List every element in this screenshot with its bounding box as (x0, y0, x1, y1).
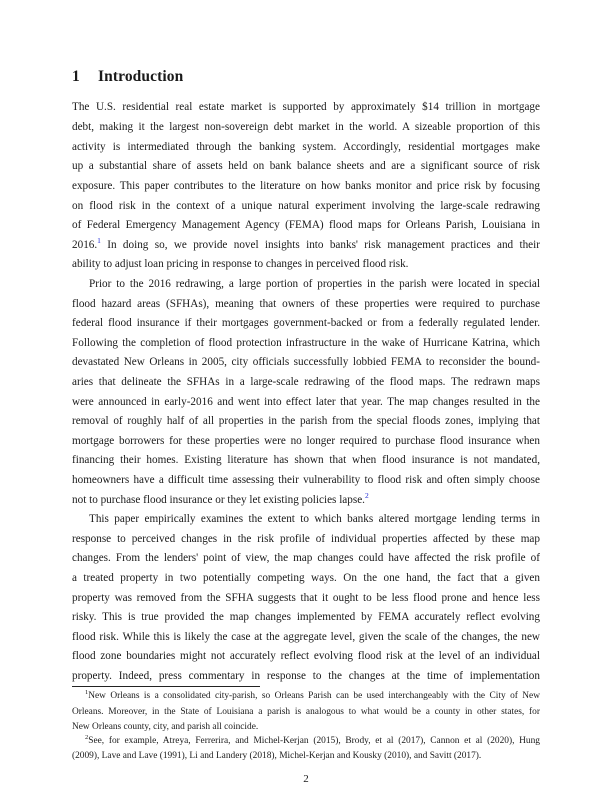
footnote-line: New Orleans county, city, and parish all coincide. (72, 722, 259, 732)
body-line: homeowners have a difficult time assessing their vulnerability to flood risk and often simply choose (72, 474, 540, 486)
footnote-line: (2009), Lave and Lave (1991), Li and Landery (2018), Michel-Kerjan and Kousky (2010), and Savitt (2017). (72, 751, 482, 761)
body-line: aries that delineate the SFHAs in a large-scale redrawing of the flood maps. The redrawn maps (72, 376, 540, 388)
body-line: up a substantial share of assets held on bank balance sheets and are a significant source of risk (72, 160, 540, 172)
body-line: debt, making it the largest non-sovereign debt market in the world. A sizeable proportion of this (72, 121, 540, 133)
footnote-ref-1[interactable]: 1 (97, 236, 101, 245)
body-text: 2016. (72, 239, 98, 251)
footnote-mark: 1 (85, 689, 89, 696)
body-line: flood hazard areas (SFHAs), meaning that owners of these properties were required to purchase (72, 298, 540, 310)
body-line: The U.S. residential real estate market is supported by approximately $14 trillion in mortgage (72, 101, 540, 113)
body-line: flood risk. While this is likely the case at the aggregate level, given the scale of the changes, the new (72, 631, 540, 643)
body-line: mortgage borrowers for these properties were no longer required to purchase flood insurance when (72, 435, 540, 447)
footnote-text: See, for example, Atreya, Ferrerira, and Michel-Kerjan (2015), Brody, et al (2017), Cannon et al (2020), Hung (88, 736, 540, 746)
body-line: This paper empirically examines the extent to which banks altered mortgage lending terms in (89, 513, 540, 525)
body-line: property. Indeed, press commentary in response to the changes at the time of implementation (72, 670, 540, 682)
body-text: not to purchase flood insurance or they let existing policies lapse. (72, 494, 365, 506)
body-line: of Federal Emergency Management Agency (FEMA) flood maps for Orleans Parish, Louisiana in (72, 219, 540, 231)
body-line: Prior to the 2016 redrawing, a large portion of properties in the parish were located in special (89, 278, 540, 290)
body-line: ability to adjust loan pricing in response to changes in perceived flood risk. (72, 258, 409, 270)
body-line: exposure. This paper contributes to the literature on how banks monitor and price risk by focusing (72, 180, 540, 192)
body-line: activity is intermediated through the banking system. Accordingly, residential mortgages make (72, 141, 540, 153)
footnote-mark: 2 (85, 734, 89, 741)
body-line: flood zone boundaries might not accurately reflect evolving flood risk at the level of an individual (72, 650, 540, 662)
page-number: 2 (303, 773, 309, 785)
section-title: Introduction (98, 68, 184, 85)
body-line: financing their homes. Existing literature has shown that when flood insurance is not mandated, (72, 454, 540, 466)
body-line: devastated New Orleans in 2005, city officials successfully lobbied FEMA to reconsider the bound- (72, 356, 540, 368)
body-line: federal flood insurance if their mortgages government-backed or from a federally regulated lender. (72, 317, 540, 329)
body-line: property was removed from the SFHA suggests that it ought to be less flood prone and hence less (72, 592, 540, 604)
footnote-2 (72, 735, 540, 747)
body-text: In doing so, we provide novel insights into banks' risk management practices and their (100, 239, 540, 251)
body-line: were announced in early-2016 and went into effect later that year. The map changes resulted in the (72, 396, 540, 408)
body-line: a treated property in two potentially competing ways. On the one hand, the fact that a given (72, 572, 540, 584)
footnote-line: Orleans. Moreover, in the State of Louisiana a parish is analogous to what would be a county in other states, for (72, 707, 540, 717)
body-line: changes. From the lenders' point of view, the map changes could have affected the risk profile of (72, 552, 540, 564)
body-line (72, 493, 540, 507)
footnote-text: New Orleans is a consolidated city-parish, so Orleans Parish can be used interchangeably with the City of New (88, 691, 540, 701)
body-line: response to perceived changes in the risk profile of individual properties affected by these map (72, 533, 540, 545)
footnote-rule (72, 686, 260, 687)
body-line: on flood risk in the context of a unique natural experiment involving the large-scale redrawing (72, 200, 540, 212)
footnote-1 (72, 690, 540, 702)
section-number: 1 (72, 68, 80, 85)
body-line (72, 238, 540, 252)
body-line: risky. This is true provided the map changes implemented by FEMA accurately reflect evolving (72, 611, 540, 623)
body-line: removal of roughly half of all properties in the parish from the special floods zones, implying that (72, 415, 540, 427)
body-line: Following the completion of flood protection infrastructure in the wake of Hurricane Katrina, which (72, 337, 540, 349)
footnote-ref-2[interactable]: 2 (364, 491, 369, 500)
section-heading (72, 68, 183, 86)
